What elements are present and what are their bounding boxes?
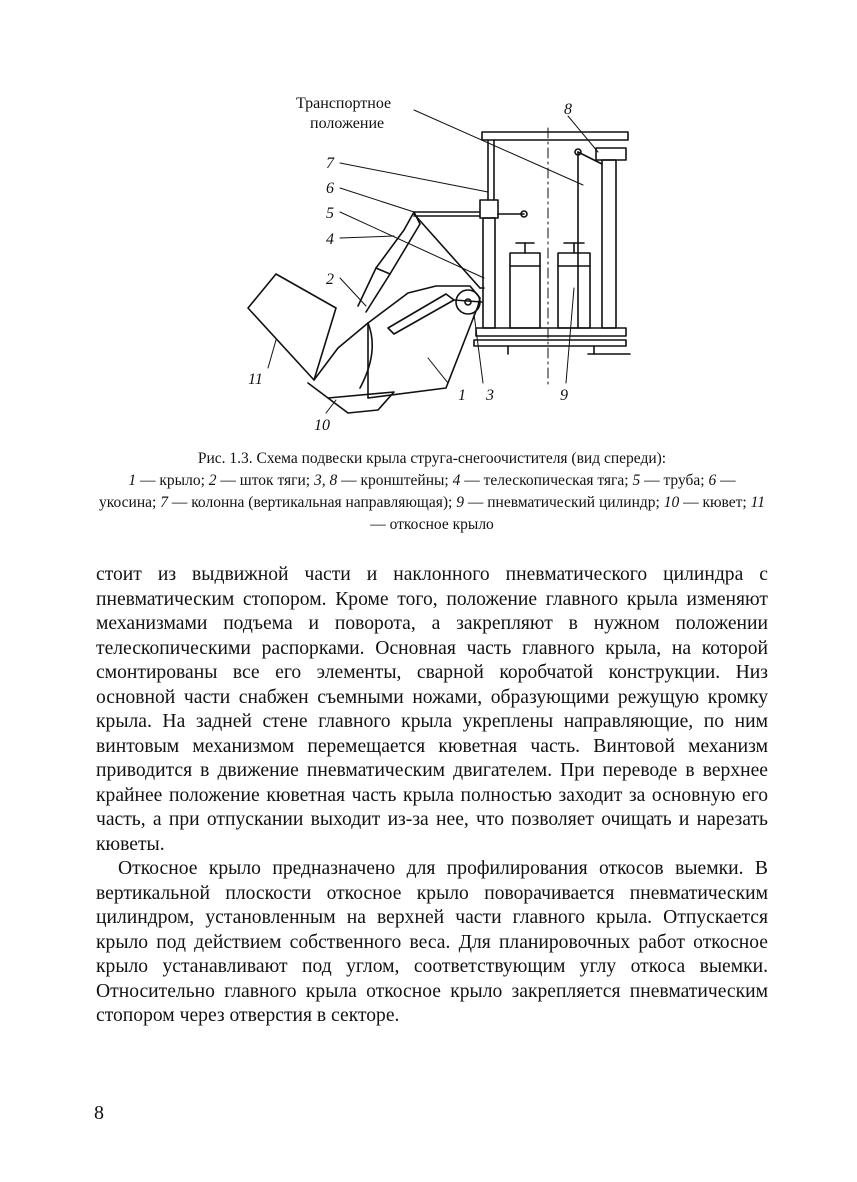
pneumatic-cylinder-left [510,253,540,328]
caption-item-num: 1 [128,472,137,489]
caption-legend [99,472,765,533]
bracket-8 [596,148,626,160]
caption-item-text: — укосина; [99,472,736,511]
caption-title: Рис. 1.3. Схема подвески крыла струга-снегоочистителя (вид спереди): [197,450,667,467]
body-text [96,563,768,1029]
ditch-part [308,383,394,413]
figure-scheme [218,88,648,438]
figure-caption [98,448,766,536]
caption-item-num: 4 [452,472,461,489]
caption-item-num: 3, 8 [313,472,338,489]
caption-item-text: — крыло; [136,472,209,489]
label-2: 2 [326,271,334,288]
caption-item-text: — шток тяги; [216,472,314,489]
label-9: 9 [560,387,568,404]
plough-wing-drawing [218,88,648,438]
bottom-platform [476,328,626,336]
caption-item-num: 9 [456,494,464,511]
caption-item-num: 11 [750,494,765,511]
caption-item-num: 5 [632,472,641,489]
label-4: 4 [326,231,334,248]
caption-item-text: — пневматический цилиндр; [463,494,664,511]
label-7: 7 [326,155,334,172]
frame-top-beam [482,132,628,140]
caption-item-text: — телескопическая тяга; [460,472,633,489]
label-3: 3 [486,387,494,404]
label-8: 8 [564,101,572,118]
label-11: 11 [248,371,263,388]
slope-wing [248,274,336,380]
telescopic-rod [376,212,420,274]
label-transport-line1: Транспортное [296,95,392,112]
caption-item-num: 6 [708,472,717,489]
main-wing [368,286,480,398]
caption-item-num: 10 [663,494,680,511]
label-10: 10 [314,417,330,434]
caption-item-text: — кронштейны; [337,472,453,489]
page-number: 8 [94,1102,104,1124]
label-1: 1 [458,387,466,404]
caption-item-num: 7 [160,494,168,511]
label-transport-line2: положение [310,115,385,132]
caption-item-text: — кювет; [679,494,751,511]
caption-item-text: — колонна (вертикальная направляющая); [167,494,457,511]
paragraph: Откосное крыло предназначено для профилирования откосов выемки. В вертикальной плоскости откосное крыло поворачивается пневматическим цилиндром, установленным на верхней части главного крыла. Отпускается крыло под действием собственного веса. Для планировочных работ откосное крыло устанавливают под углом, соответствующим углу откоса выемки. Относительно главного крыла откосное крыло закрепляется пневматическим стопором через отверстия в секторе. [96,858,768,1026]
column [480,200,498,218]
caption-item-text: — труба; [640,472,709,489]
label-6: 6 [326,180,334,197]
caption-item-text: — откосное крыло [370,516,494,533]
label-5: 5 [326,205,334,222]
paragraph: стоит из выдвижной части и наклонного пневматического цилиндра с пневматическим стопором. Кроме того, положение главного крыла изменяют механизмами подъема и поворота, а закрепляют в нужном положении телескопическими распорками. Основная часть главного крыла, на которой смонтированы все его элементы, сварной коробчатой конструкции. Низ основной части снабжен съемными ножами, образующими режущую кромку крыла. На задней стене главного крыла укреплены направляющие, по ним винтовым механизмом перемещается кюветная часть. Винтовой механизм приводится в движение пневматическим двигателем. При переводе в верхнее крайнее положение кюветная часть крыла полностью заходит за основную его часть, а при отпускании выходит из-за нее, что позволяет очищать и нарезать кюветы. [96,564,768,855]
caption-item-num: 2 [208,472,217,489]
